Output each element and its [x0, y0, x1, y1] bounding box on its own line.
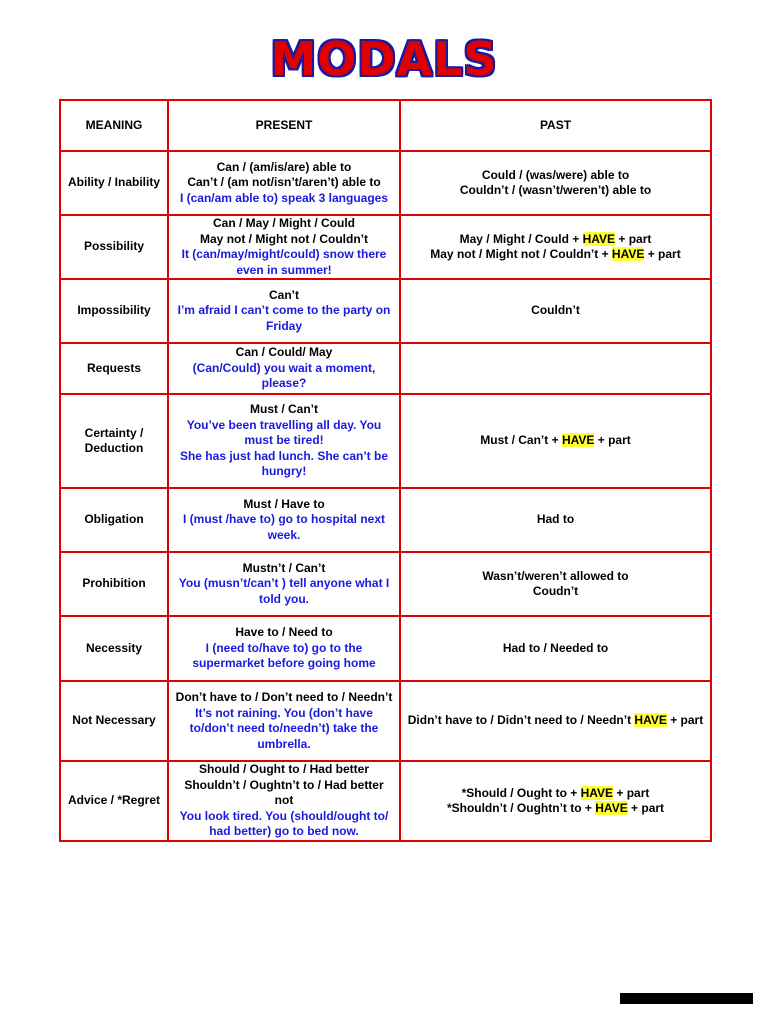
present-example: I (need to/have to) go to the supermarket before going home: [192, 640, 376, 671]
present-cell: [168, 552, 400, 616]
meaning-cell: Necessity: [60, 616, 168, 681]
present-form: Don’t have to / Don’t need to / Needn’t: [175, 690, 393, 704]
past-text: May not / Might not / Couldn’t +: [430, 247, 612, 261]
past-text: *Should / Ought to +: [461, 785, 581, 800]
present-cell: [168, 761, 400, 841]
past-text: Coudn’t: [532, 584, 579, 598]
present-example: She has just had lunch. She can’t be hungry!: [179, 448, 389, 479]
past-text: May / Might / Could +: [459, 231, 583, 246]
header-meaning: MEANING: [60, 100, 168, 151]
past-text: Wasn’t/weren’t allowed to: [482, 568, 629, 583]
past-text: Didn’t have to / Didn’t need to / Needn’t: [407, 713, 635, 728]
past-line: [407, 569, 704, 585]
table-row: [60, 552, 711, 616]
past-cell: [400, 681, 711, 761]
present-form: Must / Have to: [243, 496, 325, 511]
past-cell: [400, 279, 711, 343]
meaning-cell: Certainty / Deduction: [60, 394, 168, 488]
present-example: I (can/am able to) speak 3 languages: [179, 190, 389, 205]
header-present: PRESENT: [168, 100, 400, 151]
present-form: Can’t: [269, 287, 299, 302]
present-example: You (musn’t/can’t ) tell anyone what I told you.: [178, 576, 390, 606]
past-line: [407, 641, 704, 657]
present-cell: [168, 279, 400, 343]
present-form: Can / May / Might / Could: [213, 216, 355, 230]
past-text: Could / (was/were) able to: [481, 167, 630, 182]
have-highlight: HAVE: [634, 713, 667, 728]
past-text: Couldn’t / (wasn’t/weren’t) able to: [459, 183, 652, 197]
present-cell: [168, 394, 400, 488]
table-row: [60, 343, 711, 394]
past-text: Must / Can’t +: [480, 433, 562, 448]
past-text: + part: [644, 247, 681, 261]
past-line: [407, 512, 704, 528]
have-highlight: HAVE: [582, 231, 616, 246]
have-highlight: HAVE: [611, 247, 645, 261]
present-cell: [168, 215, 400, 279]
present-form: Have to / Need to: [235, 625, 333, 640]
present-form: Can / Could/ May: [235, 345, 333, 360]
past-cell: [400, 343, 711, 394]
meaning-cell: Prohibition: [60, 552, 168, 616]
have-highlight: HAVE: [561, 433, 595, 448]
past-cell: [400, 552, 711, 616]
page-title: MODALS: [270, 32, 498, 86]
meaning-cell: Advice / *Regret: [60, 761, 168, 841]
footer-bar: [620, 993, 753, 1004]
present-form: Should / Ought to / Had better: [199, 762, 369, 777]
present-example: It (can/may/might/could) snow there even in summer!: [181, 247, 387, 277]
present-example: I’m afraid I can’t come to the party on Friday: [177, 303, 391, 333]
table-row: [60, 616, 711, 681]
header-past: PAST: [400, 100, 711, 151]
present-example: You’ve been travelling all day. You must be tired!: [186, 417, 382, 448]
present-form: Can’t / (am not/isn’t/aren’t) able to: [187, 175, 381, 190]
past-line: [407, 786, 704, 802]
past-line: [407, 584, 704, 600]
past-line: [407, 303, 704, 319]
past-text: *Shouldn’t / Oughtn’t to +: [446, 801, 596, 815]
present-form: May not / Might not / Couldn’t: [200, 231, 368, 246]
past-cell: [400, 151, 711, 215]
table-row: [60, 215, 711, 279]
meaning-cell: Obligation: [60, 488, 168, 552]
past-text: + part: [666, 713, 704, 728]
past-cell: [400, 488, 711, 552]
present-example: I (must /have to) go to hospital next week.: [182, 512, 385, 542]
present-form: Can / (am/is/are) able to: [216, 159, 352, 174]
past-line: [407, 183, 704, 199]
present-form: Must / Can’t: [250, 402, 318, 417]
have-highlight: HAVE: [580, 785, 614, 800]
past-text: + part: [613, 785, 650, 800]
present-cell: [168, 681, 400, 761]
modals-table: [59, 99, 712, 842]
meaning-cell: Possibility: [60, 215, 168, 279]
past-line: [407, 168, 704, 184]
present-cell: [168, 343, 400, 394]
past-text: + part: [627, 801, 665, 815]
meaning-cell: Ability / Inability: [60, 151, 168, 215]
past-line: [407, 713, 704, 729]
table-row: [60, 394, 711, 488]
table-row: [60, 761, 711, 841]
meaning-cell: Requests: [60, 343, 168, 394]
present-form: Mustn’t / Can’t: [242, 560, 326, 575]
table-row: [60, 488, 711, 552]
past-cell: [400, 761, 711, 841]
present-cell: [168, 151, 400, 215]
past-text: Couldn’t: [531, 303, 580, 318]
past-text: + part: [615, 231, 652, 246]
present-cell: [168, 616, 400, 681]
present-example: It’s not raining. You (don’t have to/don’t need to/needn’t) take the umbrella.: [189, 705, 379, 751]
meaning-cell: Impossibility: [60, 279, 168, 343]
header-row: [60, 100, 711, 151]
past-line: [407, 247, 704, 263]
past-text: Had to: [536, 512, 575, 527]
present-cell: [168, 488, 400, 552]
table-row: [60, 681, 711, 761]
past-line: [407, 232, 704, 248]
past-line: [407, 433, 704, 449]
present-example: You look tired. You (should/ought to/ had better) go to bed now.: [179, 808, 389, 839]
past-text: + part: [594, 433, 631, 448]
table-row: [60, 279, 711, 343]
have-highlight: HAVE: [595, 801, 628, 815]
table-row: [60, 151, 711, 215]
past-cell: [400, 215, 711, 279]
present-form: Shouldn’t / Oughtn’t to / Had better not: [184, 777, 384, 808]
meaning-cell: Not Necessary: [60, 681, 168, 761]
past-cell: [400, 394, 711, 488]
past-cell: [400, 616, 711, 681]
past-line: [407, 801, 704, 817]
past-text: Had to / Needed to: [502, 640, 609, 655]
present-example: (Can/Could) you wait a moment, please?: [192, 360, 376, 391]
